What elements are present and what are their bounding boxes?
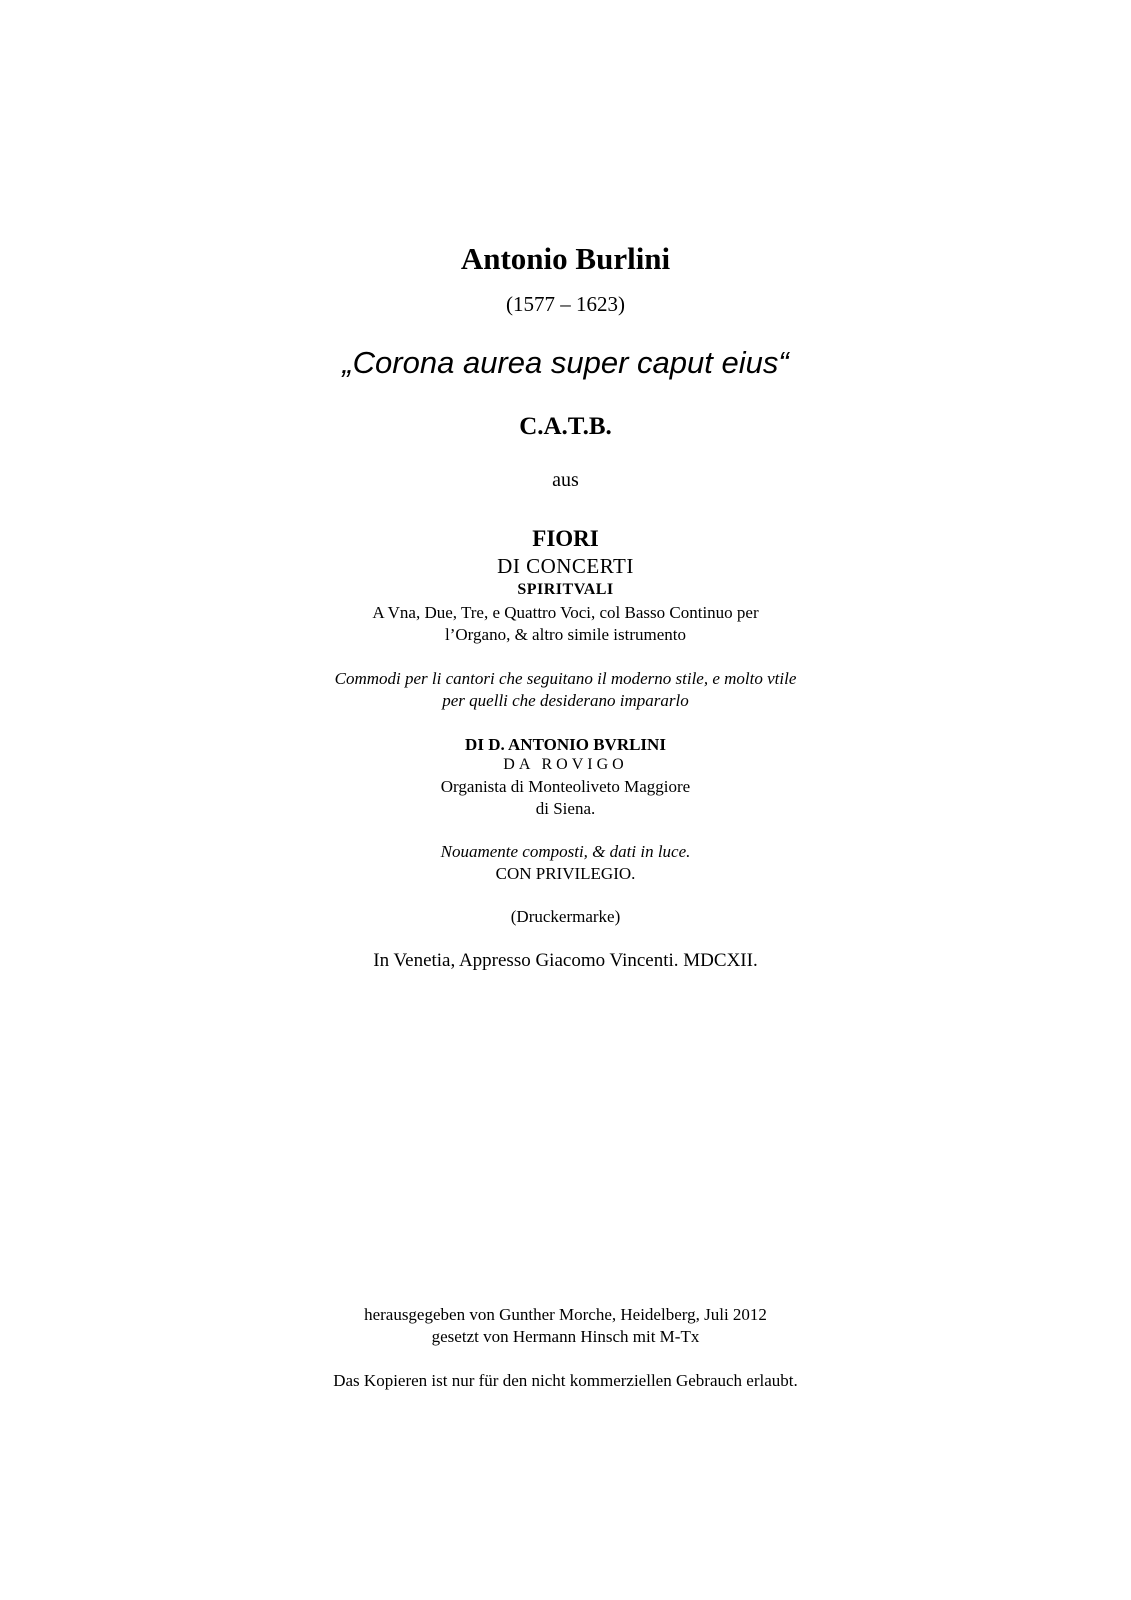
work-title: „Corona aurea super caput eius“ — [342, 345, 789, 380]
edition-editor: herausgegeben von Gunther Morche, Heidelberg, Juli 2012 — [364, 1305, 767, 1324]
composer-name: Antonio Burlini — [460, 241, 671, 276]
source-author-city: di Siena. — [535, 799, 596, 818]
printer-mark-placeholder: (Druckermarke) — [510, 907, 621, 926]
source-imprint: In Venetia, Appresso Giacomo Vincenti. MDCXII. — [373, 950, 758, 971]
source-title-di-concerti: DI CONCERTI — [497, 554, 634, 578]
source-scoring-line-1: A Vna, Due, Tre, e Quattro Voci, col Basso Continuo per — [372, 603, 759, 622]
source-privilege: CON PRIVILEGIO. — [495, 864, 636, 883]
edition-copyright: Das Kopieren ist nur für den nicht kommerziellen Gebrauch erlaubt. — [333, 1371, 798, 1390]
voicing: C.A.T.B. — [519, 413, 612, 440]
source-author-position: Organista di Monteoliveto Maggiore — [440, 777, 691, 796]
source-author: DI D. ANTONIO BVRLINI — [465, 735, 666, 754]
source-scoring-line-2: l’Organo, & altro simile istrumento — [445, 625, 686, 644]
source-publication-note: Nouamente composti, & dati in luce. — [440, 842, 691, 861]
source-title-spiritvali: SPIRITVALI — [517, 581, 614, 598]
source-intro: aus — [552, 469, 579, 491]
source-title-fiori: FIORI — [532, 526, 599, 551]
source-author-origin: DA ROVIGO — [503, 756, 628, 773]
source-dedication-line-2: per quelli che desiderano impararlo — [442, 691, 689, 710]
source-dedication-line-1: Commodi per li cantori che seguitano il moderno stile, e molto vtile — [334, 669, 797, 688]
edition-setter: gesetzt von Hermann Hinsch mit M-Tx — [431, 1327, 700, 1346]
composer-dates: (1577 – 1623) — [506, 292, 625, 316]
